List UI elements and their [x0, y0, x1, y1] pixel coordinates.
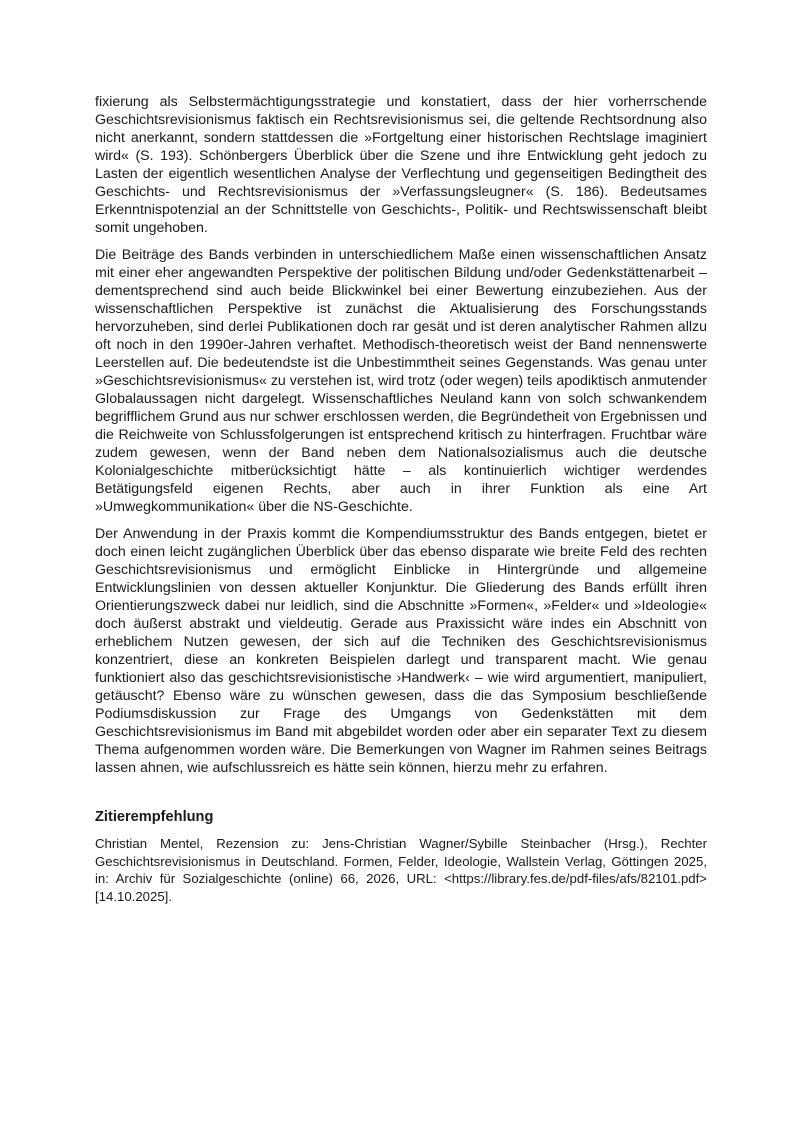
body-paragraph-2: Die Beiträge des Bands verbinden in unterschiedlichem Maße einen wissenschaftlichen Ansatz mit einer eher angewandten Perspektive der politischen Bildung und/oder Gedenkstättenarbeit – dementsprechend sind auch beide Blickwinkel bei einer Bewertung einzubeziehen. Aus der wissenschaftlichen Perspektive ist zunächst die Aktualisierung des Forschungsstands hervorzuheben, sind derlei Publikationen doch rar gesät und ist deren analytischer Rahmen allzu oft noch in den 1990er-Jahren verhaftet. Methodisch-theoretisch weist der Band nennenswerte Leerstellen auf. Die bedeutendste ist die Unbestimmtheit seines Gegenstands. Was genau unter »Geschichtsrevisionismus« zu verstehen ist, wird trotz (oder wegen) teils apodiktisch anmutender Globalaussagen nicht dargelegt. Wissenschaftliches Neuland kann von solch schwankendem begrifflichem Grund aus nur schwer erschlossen werden, die Begründetheit von Ergebnissen und die Reichweite von Schlussfolgerungen ist entsprechend kritisch zu hinterfragen. Fruchtbar wäre zudem gewesen, wenn der Band neben dem Nationalsozialismus auch die deutsche Kolonialgeschichte mitberücksichtigt hätte – als kontinuierlich wichtiger werdendes Betätigungsfeld eigenen Rechts, aber auch in ihrer Funktion als eine Art »Umwegkommunikation« über die NS-Geschichte.	[95, 247, 707, 515]
body-paragraph-1: fixierung als Selbstermächtigungsstrategie und konstatiert, dass der hier vorherrschende Geschichtsrevisionismus faktisch ein Rechtsrevisionismus sei, die geltende Rechtsordnung also nicht anerkannt, sondern stattdessen die »Fortgeltung einer historischen Rechtslage imaginiert wird« (S. 193). Schönbergers Überblick über die Szene und ihre Entwicklung geht jedoch zu Lasten der eigentlich wesentlichen Analyse der Verflechtung und gegenseitigen Bedingtheit des Geschichts- und Rechtsrevisionismus der »Verfassungsleugner« (S. 186). Bedeutsames Erkenntnispotenzial an der Schnittstelle von Geschichts-, Politik- und Rechtswissenschaft bleibt somit ungehoben.	[95, 94, 707, 236]
citation-text: Christian Mentel, Rezension zu: Jens-Christian Wagner/Sybille Steinbacher (Hrsg.), Rechter Geschichtsrevisionismus in Deutschland. Formen, Felder, Ideologie, Wallstein Verlag, Göttingen 2025, in: Archiv für Sozialgeschichte (online) 66, 2026, URL: <https://library.fes.de/pdf-files/afs/82101.pdf> [14.10.2025].	[95, 836, 707, 904]
document-page	[95, 93, 707, 905]
citation-heading: Zitierempfehlung	[95, 809, 214, 825]
body-paragraph-3: Der Anwendung in der Praxis kommt die Kompendiumsstruktur des Bands entgegen, bietet er doch einen leicht zugänglichen Überblick über das ebenso disparate wie breite Feld des rechten Geschichtsrevisionismus und ermöglicht Einblicke in Hintergründe und allgemeine Entwicklungslinien von dessen aktueller Konjunktur. Die Gliederung des Bands erfüllt ihren Orientierungszweck dabei nur leidlich, sind die Abschnitte »Formen«, »Felder« und »Ideologie« doch äußerst abstrakt und vieldeutig. Gerade aus Praxissicht wäre indes ein Abschnitt von erheblichem Nutzen gewesen, der sich auf die Techniken des Geschichtsrevisionismus konzentriert, diese an konkreten Beispielen darlegt und transparent macht. Wie genau funktioniert also das geschichtsrevisionistische ›Handwerk‹ – wie wird argumentiert, manipuliert, getäuscht? Ebenso wäre zu wünschen gewesen, dass die das Symposium beschließende Podiumsdiskussion zur Frage des Umgangs von Gedenkstätten mit dem Geschichtsrevisionismus im Band mit abgebildet worden oder aber ein separater Text zu diesem Thema aufgenommen worden wäre. Die Bemerkungen von Wagner im Rahmen seines Beitrags lassen ahnen, wie aufschlussreich es hätte sein können, hierzu mehr zu erfahren.	[95, 526, 707, 776]
